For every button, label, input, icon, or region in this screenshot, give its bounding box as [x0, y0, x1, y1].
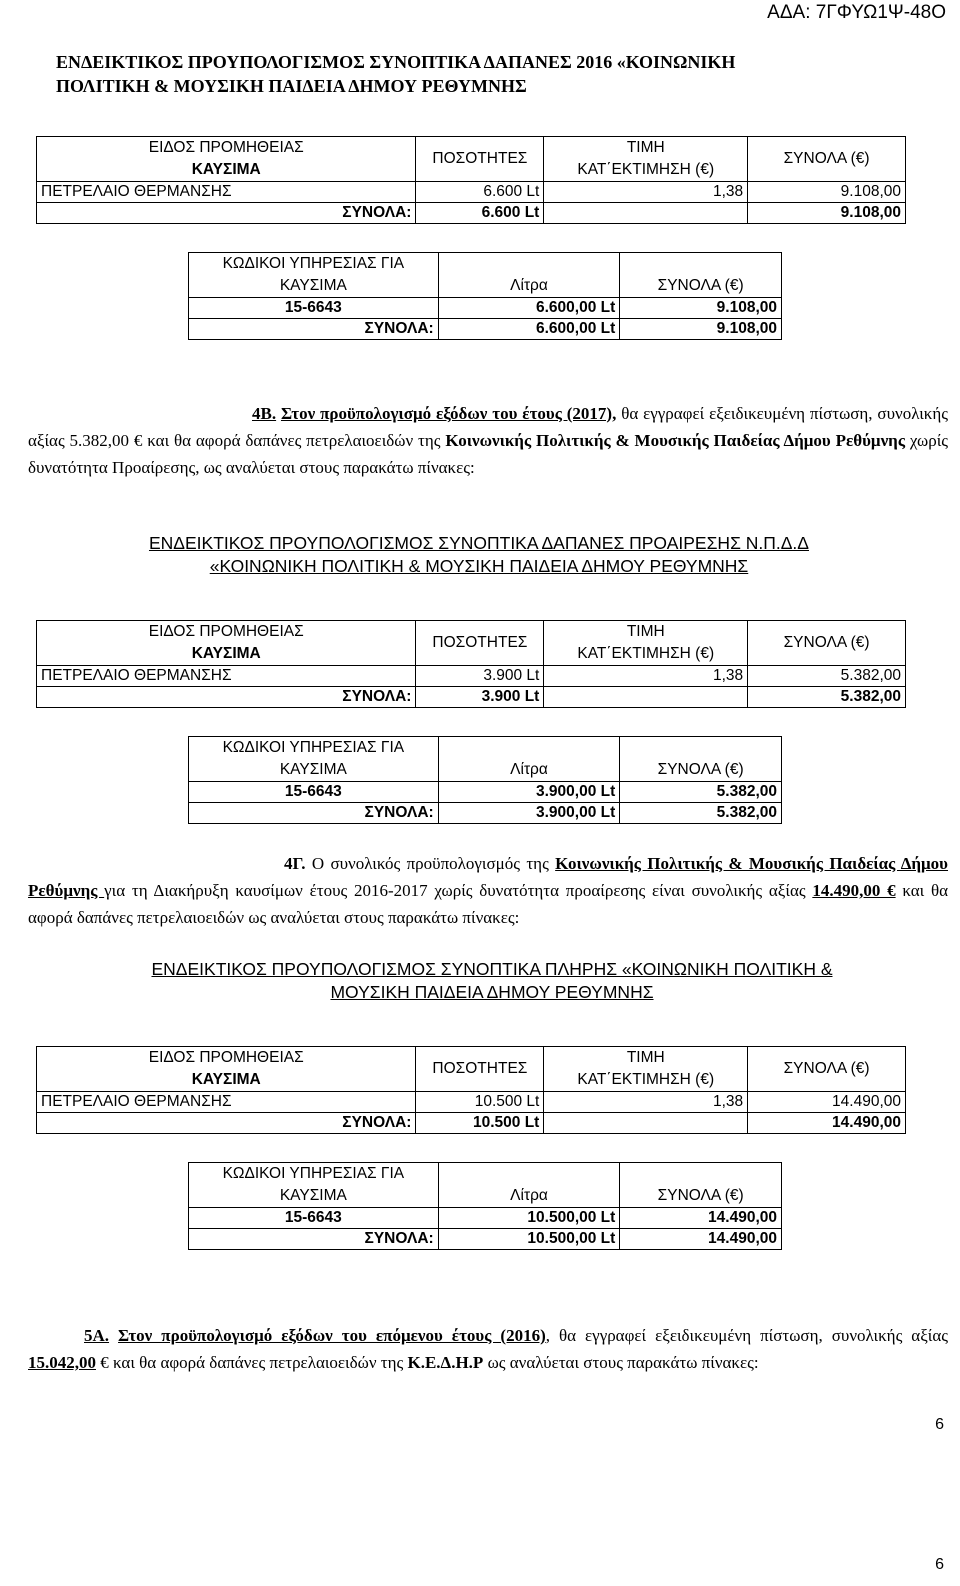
empty-cell — [544, 687, 748, 708]
code: 15-6643 — [189, 782, 439, 803]
paragraph-4b — [28, 400, 948, 481]
title-3-line-2: ΜΟΥΣΙΚΗ ΠΑΙΔΕΙΑ ΔΗΜΟΥ ΡΕΘΥΜΝΗΣ — [330, 982, 654, 1002]
table-total-row — [189, 319, 782, 340]
qty: 10.500 Lt — [416, 1092, 544, 1113]
price: 1,38 — [544, 1092, 748, 1113]
p5a-text-2: € και θα αφορά δαπάνες πετρελαιοειδών της — [96, 1353, 408, 1372]
empty-cell — [438, 1163, 620, 1186]
hdr-synola: ΣΥΝΟΛΑ (€) — [620, 275, 782, 298]
table-total-row — [189, 1229, 782, 1250]
price: 1,38 — [544, 666, 748, 687]
hdr-kodikoi: ΚΩΔΙΚΟΙ ΥΠΗΡΕΣΙΑΣ ΓΙΑ — [189, 1163, 439, 1186]
empty-cell — [544, 203, 748, 224]
hdr-eidos: ΕΙΔΟΣ ΠΡΟΜΗΘΕΙΑΣ — [37, 137, 416, 160]
p5a-text-3: ως αναλύεται στους παρακάτω πίνακες: — [483, 1353, 759, 1372]
empty-cell — [620, 253, 782, 276]
hdr-eidos: ΕΙΔΟΣ ΠΡΟΜΗΘΕΙΑΣ — [37, 621, 416, 644]
p5a-bold: Κ.Ε.Δ.Η.Ρ — [407, 1353, 484, 1372]
paragraph-4g — [28, 850, 948, 931]
table-total-row — [37, 1113, 906, 1134]
code: 15-6643 — [189, 1208, 439, 1229]
p4b-label: 4Β. — [252, 404, 277, 423]
total-qty: 3.900 Lt — [416, 687, 544, 708]
p4b-text-2: χωρίς δυνατότητα Προαίρεσης, ως αναλύεται στους παρακάτω πίνακες: — [28, 431, 948, 477]
total-sum: 9.108,00 — [620, 319, 782, 340]
litra: 6.600,00 Lt — [438, 298, 620, 319]
litra: 10.500,00 Lt — [438, 1208, 620, 1229]
title-2-line-1: ΕΝΔΕΙΚΤΙΚΟΣ ΠΡΟΥΠΟΛΟΓΙΣΜΟΣ ΣΥΝΟΠΤΙΚΑ ΔΑΠΑΝΕΣ ΠΡΟΑΙΡΕΣΗΣ Ν.Π.Δ.Δ — [148, 533, 809, 553]
product-name: ΠΕΤΡΕΛΑΙΟ ΘΕΡΜΑΝΣΗΣ — [37, 666, 416, 687]
hdr-synola: ΣΥΝΟΛΑ (€) — [748, 1047, 906, 1092]
summary-table-2 — [36, 620, 906, 708]
code: 15-6643 — [189, 298, 439, 319]
total-litra: 6.600,00 Lt — [438, 319, 620, 340]
total: 5.382,00 — [748, 666, 906, 687]
empty-cell — [544, 1113, 748, 1134]
title-2-line-2: «ΚΟΙΝΩΝΙΚΗ ΠΟΛΙΤΙΚΗ & ΜΟΥΣΙΚΗ ΠΑΙΔΕΙΑ ΔΗΜΟΥ ΡΕΘΥΜΝΗΣ — [209, 556, 749, 576]
total-sum: 9.108,00 — [748, 203, 906, 224]
total: 14.490,00 — [748, 1092, 906, 1113]
empty-cell — [438, 253, 620, 276]
table-row — [37, 1092, 906, 1113]
total-qty: 6.600 Lt — [416, 203, 544, 224]
hdr-kat-ektimisi: ΚΑΤ΄ΕΚΤΙΜΗΣΗ (€) — [544, 1069, 748, 1092]
hdr-posotites: ΠΟΣΟΤΗΤΕΣ — [416, 137, 544, 182]
p4g-bold: Κοινωνικής Πολιτικής & Μουσικής Παιδείας Δήμου Ρεθύμνης — [28, 854, 949, 900]
p4b-bold: Κοινωνικής Πολιτικής & Μουσικής Παιδείας Δήμου Ρεθύμνης — [445, 431, 905, 450]
p5a-label: 5Α. — [84, 1326, 110, 1345]
summary-table-1 — [36, 136, 906, 224]
title-2 — [56, 532, 902, 578]
hdr-kaysima: ΚΑΥΣΙΜΑ — [37, 1069, 416, 1092]
p4g-text-1: Ο συνολικός προϋπολογισμός της — [305, 854, 556, 873]
summary-table-3 — [36, 1046, 906, 1134]
hdr-timi: ΤΙΜΗ — [544, 621, 748, 644]
hdr-eidos: ΕΙΔΟΣ ΠΡΟΜΗΘΕΙΑΣ — [37, 1047, 416, 1070]
total-label: ΣΥΝΟΛΑ: — [37, 203, 416, 224]
product-name: ΠΕΤΡΕΛΑΙΟ ΘΕΡΜΑΝΣΗΣ — [37, 182, 416, 203]
code-table-3 — [188, 1162, 782, 1250]
hdr-kat-ektimisi: ΚΑΤ΄ΕΚΤΙΜΗΣΗ (€) — [544, 159, 748, 182]
hdr-synola: ΣΥΝΟΛΑ (€) — [620, 1185, 782, 1208]
hdr-kaysima: ΚΑΥΣΙΜΑ — [189, 1185, 439, 1208]
ada-code: ΑΔΑ: 7ΓΦΥΩ1Ψ-48Ο — [767, 2, 946, 23]
product-name: ΠΕΤΡΕΛΑΙΟ ΘΕΡΜΑΝΣΗΣ — [37, 1092, 416, 1113]
p4g-text-2: για τη Διακήρυξη καυσίμων έτους 2016-2017 χωρίς δυνατότητα προαίρεσης είναι συνολικής αξίας — [104, 881, 813, 900]
hdr-timi: ΤΙΜΗ — [544, 1047, 748, 1070]
hdr-kat-ektimisi: ΚΑΤ΄ΕΚΤΙΜΗΣΗ (€) — [544, 643, 748, 666]
hdr-kodikoi: ΚΩΔΙΚΟΙ ΥΠΗΡΕΣΙΑΣ ΓΙΑ — [189, 737, 439, 760]
hdr-kaysima: ΚΑΥΣΙΜΑ — [189, 275, 439, 298]
hdr-litra: Λίτρα — [438, 275, 620, 298]
total-label: ΣΥΝΟΛΑ: — [189, 319, 439, 340]
code-table-2 — [188, 736, 782, 824]
page-number-bottom: 6 — [935, 1556, 944, 1573]
p4b-underlined: Στον προϋπολογισμό εξόδων του έτους (2017), — [280, 404, 617, 423]
title-3 — [36, 958, 948, 1004]
total-qty: 10.500 Lt — [416, 1113, 544, 1134]
total-sum: 5.382,00 — [620, 803, 782, 824]
total-label: ΣΥΝΟΛΑ: — [189, 1229, 439, 1250]
table-row — [189, 298, 782, 319]
p5a-underlined: Στον προϋπολογισμό εξόδων του επόμενου έτους (2016) — [118, 1326, 546, 1345]
hdr-synola: ΣΥΝΟΛΑ (€) — [748, 137, 906, 182]
table-row — [37, 182, 906, 203]
table-row — [189, 782, 782, 803]
total-label: ΣΥΝΟΛΑ: — [189, 803, 439, 824]
code-table-1 — [188, 252, 782, 340]
hdr-kaysima: ΚΑΥΣΙΜΑ — [37, 159, 416, 182]
table-total-row — [37, 203, 906, 224]
total: 14.490,00 — [620, 1208, 782, 1229]
hdr-posotites: ΠΟΣΟΤΗΤΕΣ — [416, 1047, 544, 1092]
hdr-kaysima: ΚΑΥΣΙΜΑ — [37, 643, 416, 666]
price: 1,38 — [544, 182, 748, 203]
total: 9.108,00 — [748, 182, 906, 203]
title-3-line-1: ΕΝΔΕΙΚΤΙΚΟΣ ΠΡΟΥΠΟΛΟΓΙΣΜΟΣ ΣΥΝΟΠΤΙΚΑ ΠΛΗΡΗΣ «ΚΟΙΝΩΝΙΚΗ ΠΟΛΙΤΙΚΗ & — [151, 959, 833, 979]
table-row — [37, 666, 906, 687]
hdr-posotites: ΠΟΣΟΤΗΤΕΣ — [416, 621, 544, 666]
total-sum: 14.490,00 — [748, 1113, 906, 1134]
litra: 3.900,00 Lt — [438, 782, 620, 803]
p4g-label: 4Γ. — [284, 854, 306, 873]
hdr-litra: Λίτρα — [438, 1185, 620, 1208]
empty-cell — [620, 1163, 782, 1186]
total: 9.108,00 — [620, 298, 782, 319]
paragraph-5a — [28, 1322, 948, 1376]
total-sum: 14.490,00 — [620, 1229, 782, 1250]
table-row — [189, 1208, 782, 1229]
p4b-text-1: θα εγγραφεί εξειδικευμένη πίστωση, συνολικής αξίας 5.382,00 € και θα αφορά δαπάνες πετρελαιοειδών της — [28, 404, 948, 450]
empty-cell — [438, 737, 620, 760]
page-number-top: 6 — [935, 1416, 944, 1433]
total-label: ΣΥΝΟΛΑ: — [37, 1113, 416, 1134]
title-1-line-2: ΠΟΛΙΤΙΚΗ & ΜΟΥΣΙΚΗ ΠΑΙΔΕΙΑ ΔΗΜΟΥ ΡΕΘΥΜΝΗΣ — [56, 76, 527, 96]
hdr-synola: ΣΥΝΟΛΑ (€) — [748, 621, 906, 666]
hdr-synola: ΣΥΝΟΛΑ (€) — [620, 759, 782, 782]
title-1 — [56, 50, 948, 98]
p4g-amount: 14.490,00 € — [812, 881, 896, 900]
total-label: ΣΥΝΟΛΑ: — [37, 687, 416, 708]
total-sum: 5.382,00 — [748, 687, 906, 708]
table-total-row — [37, 687, 906, 708]
total-litra: 3.900,00 Lt — [438, 803, 620, 824]
p5a-text-1: , θα εγγραφεί εξειδικευμένη πίστωση, συνολικής αξίας — [545, 1326, 948, 1345]
total-litra: 10.500,00 Lt — [438, 1229, 620, 1250]
p5a-amount: 15.042,00 — [28, 1353, 96, 1372]
title-1-line-1: ΕΝΔΕΙΚΤΙΚΟΣ ΠΡΟΥΠΟΛΟΓΙΣΜΟΣ ΣΥΝΟΠΤΙΚΑ ΔΑΠΑΝΕΣ 2016 «ΚΟΙΝΩΝΙΚΗ — [56, 52, 736, 72]
hdr-kodikoi: ΚΩΔΙΚΟΙ ΥΠΗΡΕΣΙΑΣ ΓΙΑ — [189, 253, 439, 276]
p4g-text-3: και θα αφορά δαπάνες πετρελαιοειδών ως αναλύεται στους παρακάτω πίνακες: — [28, 881, 949, 927]
qty: 6.600 Lt — [416, 182, 544, 203]
empty-cell — [620, 737, 782, 760]
total: 5.382,00 — [620, 782, 782, 803]
hdr-litra: Λίτρα — [438, 759, 620, 782]
table-total-row — [189, 803, 782, 824]
qty: 3.900 Lt — [416, 666, 544, 687]
hdr-kaysima: ΚΑΥΣΙΜΑ — [189, 759, 439, 782]
hdr-timi: ΤΙΜΗ — [544, 137, 748, 160]
